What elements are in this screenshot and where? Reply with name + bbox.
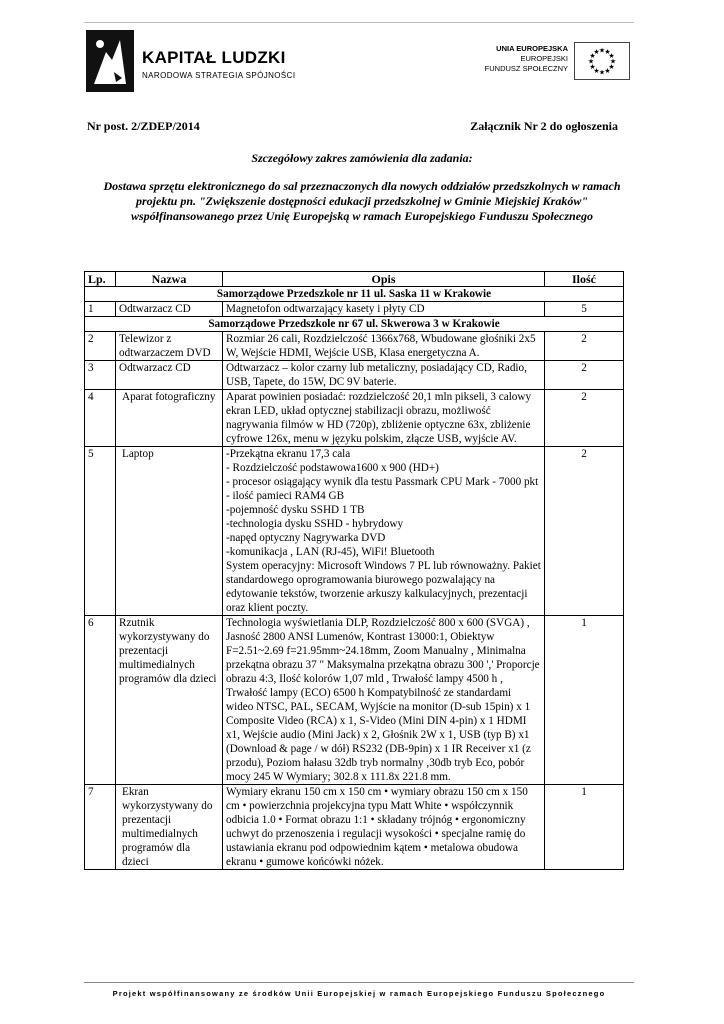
ue-line-2: EUROPEJSKI [520, 54, 568, 63]
cell-lp: 4 [85, 390, 116, 447]
cell-nazwa: Aparat fotograficzny [116, 390, 223, 447]
document-subtitle: Szczegółowy zakres zamówienia dla zadania: [251, 151, 473, 165]
table-row [85, 390, 624, 447]
cell-nazwa: Odtwarzacz CD [116, 302, 223, 317]
cell-lp: 3 [85, 361, 116, 390]
cell-nazwa: Odtwarzacz CD [116, 361, 223, 390]
specification-table [84, 271, 624, 870]
kapital-ludzki-title: KAPITAŁ LUDZKI [142, 48, 286, 67]
cell-lp: 7 [85, 785, 116, 870]
cell-nazwa: Rzutnik wykorzystywany do prezentacji multimedialnych programów dla dzieci [116, 616, 223, 785]
table-row [85, 447, 624, 616]
ue-text [485, 44, 568, 74]
ue-line-3: FUNDUSZ SPOŁECZNY [484, 64, 568, 73]
table-row [85, 785, 624, 870]
cell-lp: 2 [85, 332, 116, 361]
eu-star-icon: ★ [598, 46, 606, 55]
cell-ilosc: 1 [545, 616, 624, 785]
cell-ilosc: 2 [545, 332, 624, 361]
kapital-ludzki-subtitle: NARODOWA STRATEGIA SPÓJNOŚCI [142, 71, 296, 80]
eu-star-icon: ★ [589, 63, 596, 71]
table-row [85, 332, 624, 361]
eu-flag-stars-icon [574, 42, 630, 80]
footer-text: Projekt współfinansowany ze środków Unii Europejskiej w ramach Europejskiego Funduszu Społecznego [112, 989, 606, 998]
cell-ilosc: 2 [545, 390, 624, 447]
cell-nazwa: Telewizor z odtwarzaczem DVD [116, 332, 223, 361]
ue-line-1: UNIA EUROPEJSKA [496, 44, 568, 53]
eu-star-icon: ★ [593, 47, 600, 56]
cell-ilosc: 1 [545, 785, 624, 870]
header-nazwa: Nazwa [116, 272, 223, 287]
eu-star-icon: ★ [589, 52, 596, 60]
post-number: Nr post. 2/ZDEP/2014 [87, 119, 200, 133]
eu-star-icon: ★ [604, 47, 611, 56]
header-opis: Opis [223, 272, 545, 287]
cell-ilosc: 2 [545, 447, 624, 616]
eu-star-icon: ★ [604, 67, 611, 76]
table-row [85, 361, 624, 390]
header-lp: Lp. [85, 272, 116, 287]
eu-star-icon: ★ [608, 52, 615, 60]
cell-opis: Odtwarzacz – kolor czarny lub metaliczny, posiadający CD, Radio, USB, Tapete, do 15W, DC 9V baterie. [223, 361, 545, 390]
cell-lp: 1 [85, 302, 116, 317]
section-title-2: Samorządowe Przedszkole nr 67 ul. Skwerowa 3 w Krakowie [85, 317, 624, 332]
table-row [85, 302, 624, 317]
eu-star-icon: ★ [593, 67, 600, 76]
header-ilosc: Ilość [545, 272, 624, 287]
cell-ilosc: 2 [545, 361, 624, 390]
cell-opis: Rozmiar 26 cali, Rozdzielczość 1366x768, Wbudowane głośniki 2x5 W, Wejście HDMI, Wejście USB, Klasa energetyczna A. [223, 332, 545, 361]
top-divider [84, 22, 634, 23]
table-header-row [85, 272, 624, 287]
cell-lp: 6 [85, 616, 116, 785]
section-row [85, 287, 624, 302]
kapital-ludzki-logo [86, 30, 306, 94]
section-title-1: Samorządowe Przedszkole nr 11 ul. Saska 11 w Krakowie [85, 287, 624, 302]
cell-lp: 5 [85, 447, 116, 616]
section-row [85, 317, 624, 332]
cell-opis: Aparat powinien posiadać: rozdzielczość 20,1 mln pikseli, 3 calowy ekran LED, układ optycznej stabilizacji obrazu, możliwość nagrywania filmów w HD (720p), zbliżenie optyczne 63x, zbliżenie cyfrowe 126x, menu w języku polskim, złącze USB, wyjście AV. [223, 390, 545, 447]
eu-star-icon: ★ [587, 57, 595, 66]
cell-opis: Magnetofon odtwarzający kasety i płyty CD [223, 302, 545, 317]
cell-opis: Technologia wyświetlania DLP, Rozdzielczość 800 x 600 (SVGA) , Jasność 2800 ANSI Lumenów, Kontrast 13000:1, Obiektyw F=2.51~2.69 f=21.95mm~24.18mm, Zoom Manualny , Minimalna przekątna obrazu 37 " Maksymalna przekątna obrazu 300 ',' Proporcje obrazu 4:3, Ilość kolorów 1,07 mld , Trwałość lampy 4500 h , Trwałość lampy (ECO) 6500 h Kompatybilność ze standardami wideo NTSC, PAL, SECAM, Wyjście na monitor (D-sub 15pin) x 1 Composite Video (RCA) x 1, S-Video (Mini DIN 4-pin) x 1 HDMI x1, Wejście audio (Mini Jack) x 2, Głośnik 2W x 1, USB (typ B) x1 (Download & page / w dół) RS232 (DB-9pin) x 1 IR Receiver x1 (z przodu), Poziom hałasu 32db tryb normalny ,30db tryb Eco, pobór mocy 245 W Wymiary; 302.8 x 111.8x 221.8 mm. [223, 616, 545, 785]
cell-opis: -Przekątna ekranu 17,3 cala - Rozdzielczość podstawowa1600 x 900 (HD+) - procesor osiągający wynik dla testu Passmark CPU Mark - 7000 pkt - ilość pamieci RAM4 GB -pojemność dysku SSHD 1 TB -technologia dysku SSHD - hybrydowy -napęd optyczny Nagrywarka DVD -komunikacja , LAN (RJ-45), WiFi! Bluetooth System operacyjny: Microsoft Windows 7 PL lub równoważny. Pakiet standardowego oprogramowania biurowego pozwalający na edytowanie tekstów, tworzenie arkuszy kalkulacyjnych, prezentacji oraz klient poczty. [223, 447, 545, 616]
footer-divider [84, 982, 634, 983]
kapital-ludzki-emblem-icon [86, 30, 134, 92]
ue-logo [470, 42, 630, 86]
cell-opis: Wymiary ekranu 150 cm x 150 cm • wymiary obrazu 150 cm x 150 cm • powierzchnia projekcyjna typu Matt White • współczynnik odbicia 1.0 • Format obrazu 1:1 • składany trójnóg • ergonomiczny uchwyt do przenoszenia i regulacji wysokości • specjalne ramię do ustawiania ekranu pod odpowiednim kątem • metalowa obudowa ekranu • gumowe końcówki nóżek. [223, 785, 545, 870]
cell-ilosc: 5 [545, 302, 624, 317]
eu-star-icon: ★ [598, 68, 606, 77]
eu-star-icon: ★ [609, 57, 617, 66]
cell-nazwa: Ekran wykorzystywany do prezentacji multimedialnych programów dla dzieci [116, 785, 223, 870]
document-title: Dostawa sprzętu elektronicznego do sal przeznaczonych dla nowych oddziałów przedszkolnych w ramach projektu pn. "Zwiększenie dostępności edukacji przedszkolnej w Gminie Miejskiej Kraków" współfinansowanego przez Unię Europejską w ramach Europejskiego Funduszu Społecznego [103, 179, 621, 223]
eu-star-icon: ★ [608, 63, 615, 71]
table-row [85, 616, 624, 785]
attachment-label: Załącznik Nr 2 do ogłoszenia [470, 119, 618, 133]
cell-nazwa: Laptop [116, 447, 223, 616]
